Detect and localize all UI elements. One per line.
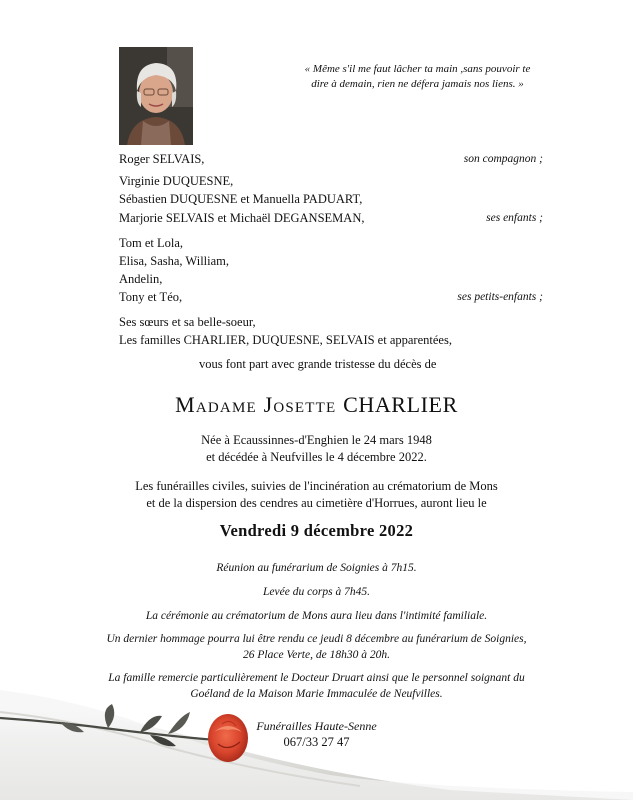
meeting-info: Réunion au funérarium de Soignies à 7h15. <box>216 562 417 574</box>
child-1: Virginie DUQUESNE, <box>119 174 234 188</box>
lifting-info: Levée du corps à 7h45. <box>263 586 370 598</box>
funeral-home-phone: 067/33 27 47 <box>283 735 350 749</box>
children-relation: ses enfants ; <box>486 212 543 224</box>
epigraph-quote <box>290 62 545 92</box>
companion-name: Roger SELVAIS, <box>119 152 205 166</box>
birth-line: Née à Ecaussinnes-d'Enghien le 24 mars 1948 <box>201 433 432 447</box>
child-3: Marjorie SELVAIS et Michaël DEGANSEMAN, <box>119 211 365 225</box>
portrait-photo <box>119 47 193 145</box>
companion-relation: son compagnon ; <box>463 153 543 165</box>
tribute-line-1: Un dernier hommage pourra lui être rendu ce jeudi 8 décembre au funérarium de Soignies, <box>106 633 527 645</box>
deceased-prefix: Madame Josette <box>175 392 337 417</box>
deceased-name <box>0 392 633 418</box>
grandchild-3: Andelin, <box>119 272 163 286</box>
grandchildren-relation: ses petits-enfants ; <box>457 291 543 303</box>
other-family-1: Ses sœurs et sa belle-soeur, <box>119 315 256 329</box>
funeral-date: Vendredi 9 décembre 2022 <box>219 521 414 540</box>
child-2: Sébastien DUQUESNE et Manuella PADUART, <box>119 192 363 206</box>
tribute-line-2: 26 Place Verte, de 18h30 à 20h. <box>243 649 390 661</box>
quote-line-2: dire à demain, rien ne défera jamais nos liens. » <box>311 78 524 90</box>
grandchild-1: Tom et Lola, <box>119 236 184 250</box>
grandchild-4: Tony et Téo, <box>119 290 183 304</box>
thanks-line-2: Goéland de la Maison Marie Immaculée de Neufvilles. <box>190 688 443 700</box>
ceremony-info: La cérémonie au crématorium de Mons aura lieu dans l'intimité familiale. <box>145 610 488 622</box>
thanks-line-1: La famille remercie particulièrement le Docteur Druart ainsi que le personnel soignant du <box>108 672 525 684</box>
deceased-lastname: CHARLIER <box>343 392 458 417</box>
grandchild-2: Elisa, Sasha, William, <box>119 254 230 268</box>
funeral-line-1: Les funérailles civiles, suivies de l'incinération au crématorium de Mons <box>135 479 498 493</box>
announcement-line: vous font part avec grande tristesse du décès de <box>199 357 437 371</box>
death-line: et décédée à Neufvilles le 4 décembre 2022. <box>206 450 427 464</box>
funeral-home-name: Funérailles Haute-Senne <box>256 719 377 733</box>
funeral-line-2: et de la dispersion des cendres au cimetière d'Horrues, auront lieu le <box>146 496 487 510</box>
quote-line-1: « Même s'il me faut lâcher ta main ,sans pouvoir te <box>304 63 531 75</box>
other-family-2: Les familles CHARLIER, DUQUESNE, SELVAIS et apparentées, <box>119 333 452 347</box>
